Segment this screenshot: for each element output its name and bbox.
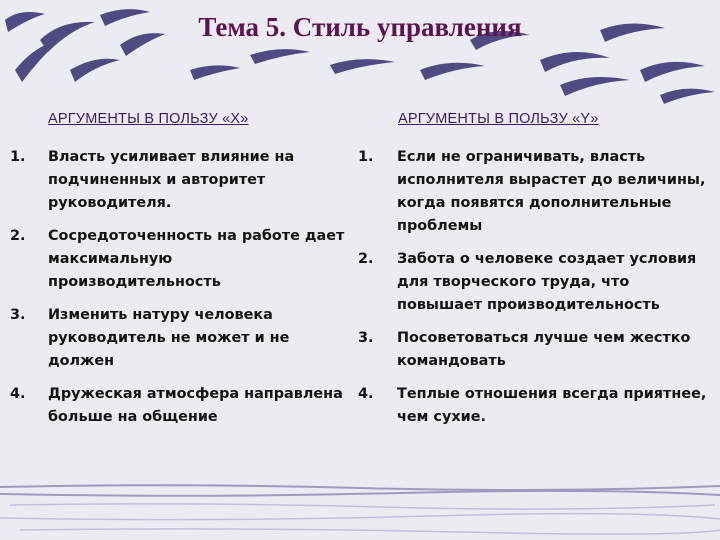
list-item bbox=[358, 146, 708, 238]
item-text: Изменить натуру человека руководитель не может и не должен bbox=[48, 307, 290, 369]
item-number: 1. bbox=[358, 149, 374, 165]
item-number: 4. bbox=[358, 386, 374, 402]
item-number: 2. bbox=[10, 228, 26, 244]
item-number: 2. bbox=[358, 251, 374, 267]
list-item bbox=[10, 225, 350, 294]
item-text: Дружеская атмосфера направлена больше на общение bbox=[48, 386, 343, 425]
item-text: Власть усиливает влияние на подчиненных и авторитет руководителя. bbox=[48, 149, 295, 211]
column-header-x: АРГУМЕНТЫ В ПОЛЬЗУ «X» bbox=[48, 111, 249, 127]
item-number: 3. bbox=[358, 330, 374, 346]
column-header-y: АРГУМЕНТЫ В ПОЛЬЗУ «Y» bbox=[398, 111, 599, 127]
item-text: Забота о человеке создает условия для творческого труда, что повышает производительность bbox=[397, 251, 697, 313]
arguments-list-x bbox=[10, 146, 350, 439]
arguments-list-y bbox=[358, 146, 708, 439]
item-text: Если не ограничивать, власть исполнителя вырастет до величины, когда появятся дополнительные проблемы bbox=[397, 149, 706, 234]
item-number: 3. bbox=[10, 307, 26, 323]
list-item bbox=[358, 248, 708, 317]
item-text: Теплые отношения всегда приятнее, чем сухие. bbox=[397, 386, 707, 425]
page-title: Тема 5. Стиль управления bbox=[198, 12, 522, 42]
item-text: Сосредоточенность на работе дает максимальную производительность bbox=[48, 228, 345, 290]
list-item bbox=[358, 383, 708, 429]
list-item bbox=[10, 146, 350, 215]
list-item bbox=[358, 327, 708, 373]
item-number: 1. bbox=[10, 149, 26, 165]
list-item bbox=[10, 304, 350, 373]
item-text: Посоветоваться лучше чем жестко командовать bbox=[397, 330, 691, 369]
item-number: 4. bbox=[10, 386, 26, 402]
list-item bbox=[10, 383, 350, 429]
